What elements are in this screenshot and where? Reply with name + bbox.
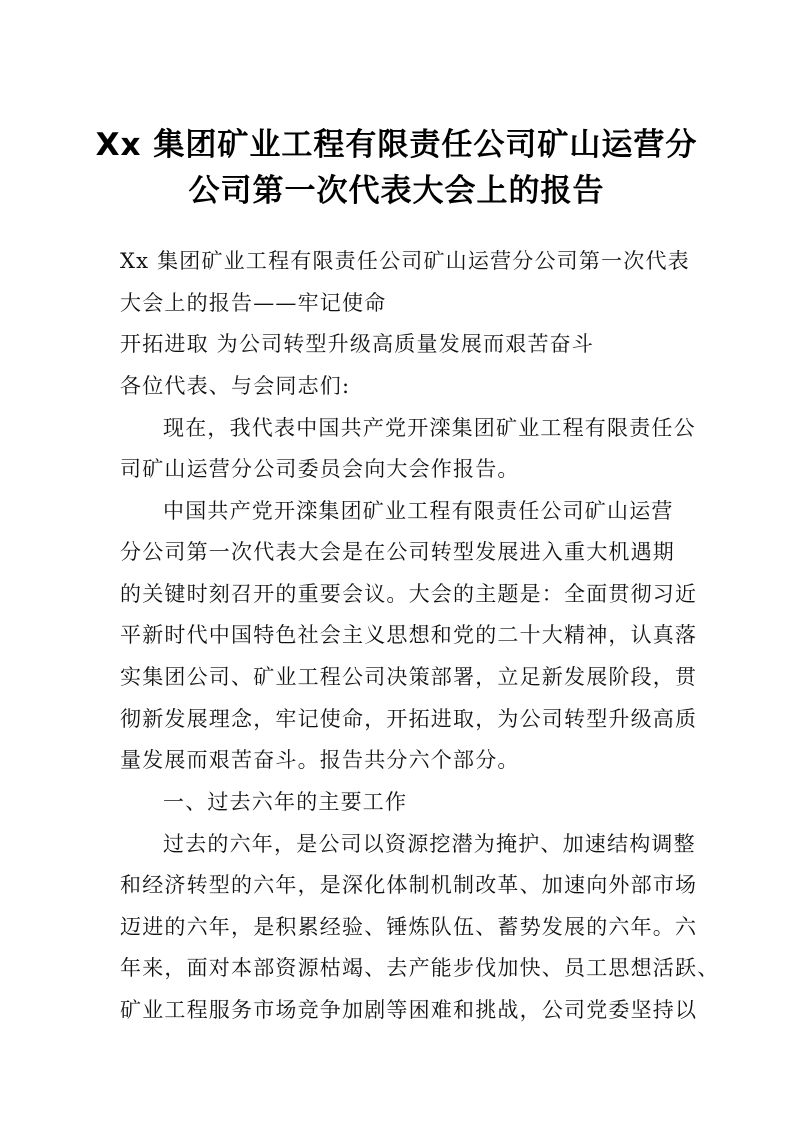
salutation: 各位代表、与会同志们:: [120, 374, 351, 398]
paragraph-1-line-1: 现在，我代表中国共产党开滦集团矿业工程有限责任公: [163, 416, 696, 440]
document-title-line-2: 公司第一次代表大会上的报告: [188, 173, 605, 209]
paragraph-2-line-1: 中国共产党开滦集团矿业工程有限责任公司矿山运营: [163, 499, 674, 523]
paragraph-3-line-1: 过去的六年，是公司以资源挖潜为掩护、加速结构调整: [163, 832, 696, 856]
paragraph-2-line-4: 平新时代中国特色社会主义思想和党的二十大精神，认真落: [120, 623, 698, 647]
section-heading: 一、过去六年的主要工作: [163, 790, 408, 814]
paragraph-2-line-3: 的关键时刻召开的重要会议。大会的主题是：全面贯彻习近: [120, 582, 698, 606]
paragraph-2-line-5: 实集团公司、矿业工程公司决策部署，立足新发展阶段，贯: [120, 665, 698, 689]
subtitle-line-2: 大会上的报告——牢记使命: [120, 291, 387, 315]
subtitle-line-1: Xx 集团矿业工程有限责任公司矿山运营分公司第一次代表: [120, 249, 690, 273]
paragraph-3-line-5: 矿业工程服务市场竞争加剧等困难和挑战，公司党委坚持以: [120, 998, 698, 1022]
paragraph-1-line-2: 司矿山运营分公司委员会向大会作报告。: [120, 457, 520, 481]
paragraph-3-line-4: 年来，面对本部资源枯竭、去产能步伐加快、员工思想活跃、: [120, 956, 720, 980]
document-title-line-1: Xx 集团矿业工程有限责任公司矿山运营分: [95, 127, 698, 163]
paragraph-3-line-2: 和经济转型的六年，是深化体制机制改革、加速向外部市场: [120, 873, 698, 897]
paragraph-3-line-3: 迈进的六年，是积累经验、锤炼队伍、蓄势发展的六年。六: [120, 915, 698, 939]
paragraph-2-line-2: 分公司第一次代表大会是在公司转型发展进入重大机遇期: [120, 540, 675, 564]
subtitle-line-3: 开拓进取 为公司转型升级高质量发展而艰苦奋斗: [120, 332, 595, 356]
paragraph-2-line-7: 量发展而艰苦奋斗。报告共分六个部分。: [120, 748, 520, 772]
paragraph-2-line-6: 彻新发展理念，牢记使命，开拓进取，为公司转型升级高质: [120, 707, 698, 731]
